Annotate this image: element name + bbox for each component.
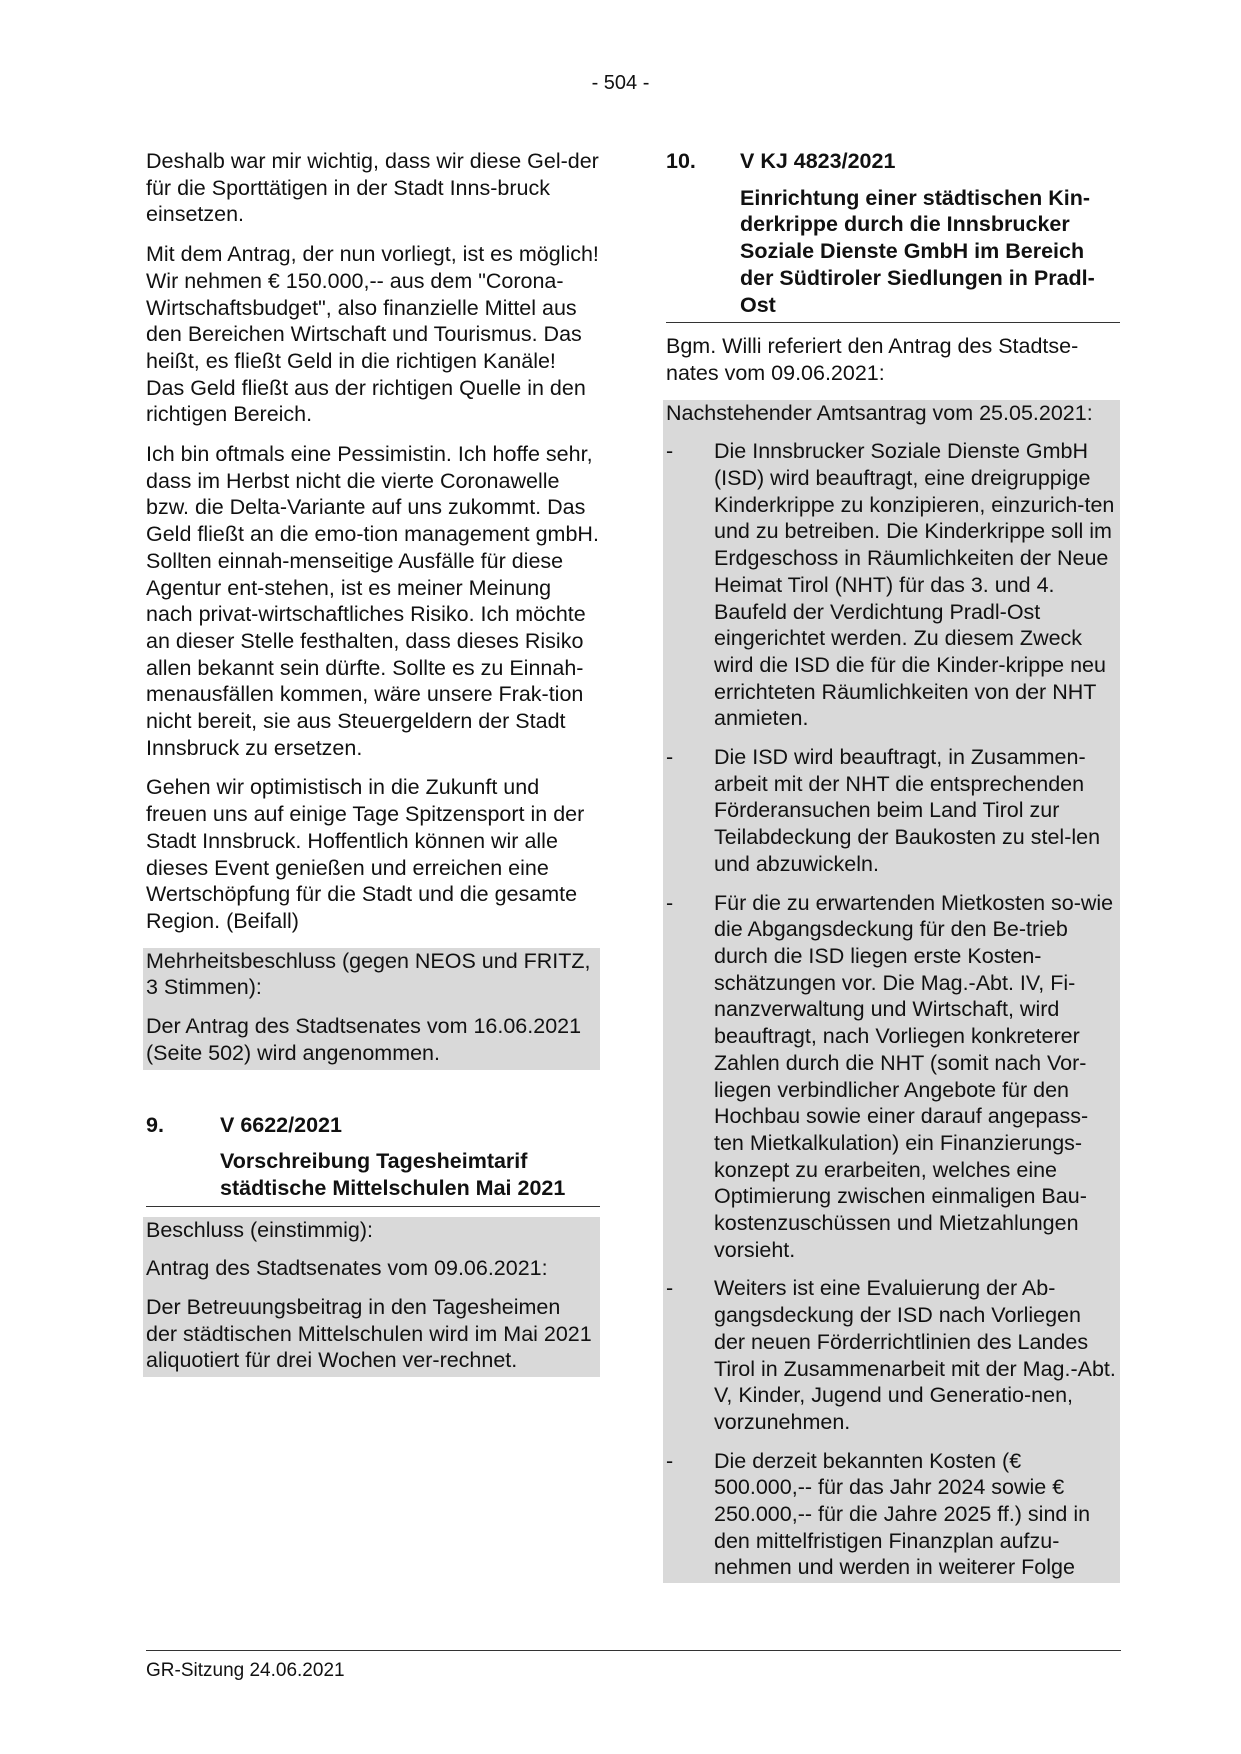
bullet-text: Die Innsbrucker Soziale Dienste GmbH (ISD) wird beauftragt, eine dreigruppige Kinderkrippe zu konzipieren, einzurich-ten und zu betreiben. Die Kinderkrippe soll im Erdgeschoss in Räumlichkeiten der Neue Heimat Tirol (NHT) für das 3. und 4. Baufeld der Verdichtung Pradl-Ost eingerichtet werden. Zu diesem Zweck wird die ISD die für die Kinder-krippe neu errichteten Räumlichkeiten von der NHT anmieten. bbox=[714, 439, 1115, 731]
agenda-title: Einrichtung einer städtischen Kin-derkrippe durch die Innsbrucker Soziale Dienste GmbH im Bereich der Südtiroler Siedlungen in Pradl-Ost bbox=[740, 185, 1095, 317]
agenda-item-9 bbox=[146, 1112, 600, 1206]
list-item bbox=[666, 438, 1117, 744]
bullet-dash: - bbox=[666, 1276, 674, 1301]
resolution-text: Der Betreuungsbeitrag in den Tagesheimen der städtischen Mittelschulen wird im Mai 2021 aliquotiert für drei Wochen ver-rechnet. bbox=[146, 1295, 592, 1373]
paragraph: Ich bin oftmals eine Pessimistin. Ich hoffe sehr, dass im Herbst nicht die vierte Coronawelle bzw. die Delta-Variante auf uns zukommt. Das Geld fließt an die emo-tion management gmbH. Sollten einnah-menseitige Ausfälle für diese Agentur ent-stehen, ist es meiner Meinung nach privat-wirtschaftliches Risiko. Ich möchte an dieser Stelle festhalten, dass dieses Risiko allen bekannt sein dürfte. Sollte es zu Einnah-menausfällen kommen, wäre unsere Frak-tion nicht bereit, sie aus Steuergeldern der Stadt Innsbruck zu ersetzen. bbox=[146, 442, 599, 760]
motion-heading: Nachstehender Amtsantrag vom 25.05.2021: bbox=[666, 400, 1093, 425]
paragraph: Mit dem Antrag, der nun vorliegt, ist es möglich! Wir nehmen € 150.000,-- aus dem "Corona-Wirtschaftsbudget", also finanzielle Mittel aus den Bereichen Wirtschaft und Tourismus. Das heißt, es fließt Geld in die richtigen Kanäle! Das Geld fließt aus der richtigen Quelle in den richtigen Bereich. bbox=[146, 242, 599, 427]
bullet-text: Weiters ist eine Evaluierung der Ab-gangsdeckung der ISD nach Vorliegen der neuen Förderrichtlinien des Landes Tirol in Zusammenarbeit mit der Mag.-Abt. V, Kinder, Jugend und Generatio-nen, vorzunehmen. bbox=[714, 1276, 1116, 1434]
page-number: - 504 - bbox=[591, 72, 650, 94]
paragraph: Gehen wir optimistisch in die Zukunft und freuen uns auf einige Tage Spitzensport in der Stadt Innsbruck. Hoffentlich können wir alle dieses Event genießen und erreichen eine Wertschöpfung für die Stadt und die gesamte Region. (Beifall) bbox=[146, 775, 585, 933]
paragraph: Deshalb war mir wichtig, dass wir diese Gel-der für die Sporttätigen in der Stadt Inns-bruck einsetzen. bbox=[146, 149, 599, 227]
agenda-number: 10. bbox=[666, 149, 696, 173]
list-item bbox=[666, 744, 1117, 890]
divider bbox=[146, 1206, 600, 1207]
agenda-item-10 bbox=[666, 148, 1120, 322]
agenda-code: V 6622/2021 bbox=[220, 1112, 342, 1137]
resolution-text: Der Antrag des Stadtsenates vom 16.06.2021 (Seite 502) wird angenommen. bbox=[146, 1014, 582, 1065]
list-item bbox=[666, 890, 1117, 1276]
bullet-text: Die derzeit bekannten Kosten (€ 500.000,-- für das Jahr 2024 sowie € 250.000,-- für die Jahre 2025 ff.) sind in den mittelfristigen Finanzplan aufzu-nehmen und werden in weiterer Folge bbox=[714, 1448, 1091, 1580]
paragraph: Bgm. Willi referiert den Antrag des Stadtse-nates vom 09.06.2021: bbox=[666, 334, 1079, 385]
right-column bbox=[666, 148, 1120, 1583]
bullet-text: Die ISD wird beauftragt, in Zusammen-arbeit mit der NHT die entsprechenden Förderansuchen beim Land Tirol zur Teilabdeckung der Baukosten zu stel-len und abzuwickeln. bbox=[714, 745, 1101, 876]
resolution-box bbox=[143, 948, 600, 1070]
resolution-text: Antrag des Stadtsenates vom 09.06.2021: bbox=[146, 1256, 548, 1281]
motion-box bbox=[663, 400, 1120, 1584]
resolution-text: Mehrheitsbeschluss (gegen NEOS und FRITZ, 3 Stimmen): bbox=[146, 948, 591, 1000]
list-item bbox=[666, 1448, 1117, 1584]
bullet-text: Für die zu erwartenden Mietkosten so-wie die Abgangsdeckung für den Be-trieb durch die ISD liegen erste Kosten-schätzungen vor. Die Mag.-Abt. IV, Fi-nanzverwaltung und Wirtschaft, wird beauftragt, nach Vorliegen konkreterer Zahlen durch die NHT (somit nach Vor-liegen verbindlicher Angebote für den Hochbau sowie einer darauf angepass-ten Mietkalkulation) ein Finanzierungs-konzept zu erarbeiten, welches eine Optimierung zwischen einmaligen Bau-kostenzuschüssen und Mietzahlungen vorsieht. bbox=[714, 890, 1114, 1262]
bullet-dash: - bbox=[666, 1448, 674, 1473]
resolution-box bbox=[143, 1217, 600, 1378]
agenda-number: 9. bbox=[146, 1112, 164, 1137]
agenda-title: Vorschreibung Tagesheimtarif städtische Mittelschulen Mai 2021 bbox=[220, 1149, 566, 1200]
divider bbox=[666, 322, 1120, 323]
bullet-dash: - bbox=[666, 439, 674, 464]
footer-divider bbox=[146, 1650, 1121, 1651]
footer-text: GR-Sitzung 24.06.2021 bbox=[146, 1660, 345, 1681]
bullet-dash: - bbox=[666, 745, 674, 770]
left-column bbox=[146, 148, 600, 1377]
bullet-dash: - bbox=[666, 890, 674, 915]
agenda-code: V KJ 4823/2021 bbox=[740, 149, 896, 173]
resolution-text: Beschluss (einstimmig): bbox=[146, 1217, 373, 1242]
list-item bbox=[666, 1275, 1117, 1447]
